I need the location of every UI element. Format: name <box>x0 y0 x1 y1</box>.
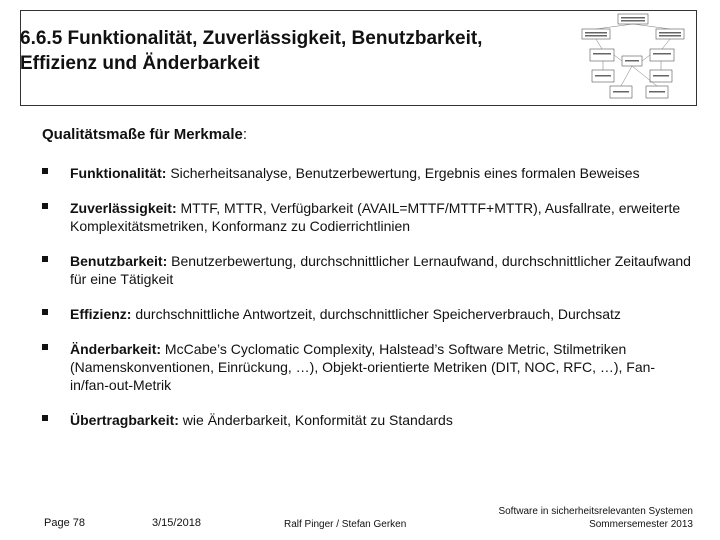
bullet-square-icon <box>42 415 48 421</box>
bullet-square-icon <box>42 309 48 315</box>
diagram-label-placeholder <box>595 75 611 77</box>
diagram-label-placeholder <box>653 75 669 77</box>
diagram-label-placeholder <box>593 53 611 55</box>
bullet-square-icon <box>42 168 48 174</box>
course-title: Software in sicherheitsrelevanten Systemen <box>498 506 693 517</box>
item-term: Änderbarkeit: <box>70 341 162 357</box>
section-heading-suffix: : <box>242 126 248 143</box>
mbse-overview-diagram <box>568 12 694 104</box>
page-number: Page 78 <box>44 517 85 529</box>
footer-date: 3/15/2018 <box>152 517 201 529</box>
diagram-label-placeholder <box>585 32 607 34</box>
item-text: Sicherheitsanalyse, Benutzerbewertung, Ergebnis eines formalen Beweises <box>166 165 640 181</box>
slide-title <box>20 26 540 76</box>
diagram-label-placeholder <box>649 91 665 93</box>
item-text: MTTF, MTTR, Verfügbarkeit (AVAIL=MTTF/MTTF+MTTR), Ausfallrate, erweiterte Komplexitätsmetriken, Konformanz zu Codierrichtlinien <box>70 200 681 234</box>
diagram-label-placeholder <box>653 53 671 55</box>
list-item-zuverlaessigkeit <box>42 199 692 235</box>
footer-author: Ralf Pinger / Stefan Gerken <box>284 519 407 530</box>
list-item-benutzbarkeit <box>42 252 692 288</box>
diagram-node <box>656 29 684 39</box>
list-item-uebertragbarkeit <box>42 411 692 429</box>
item-term: Funktionalität: <box>70 165 167 181</box>
diagram-label-placeholder <box>585 35 607 37</box>
course-semester: Sommersemester 2013 <box>589 519 693 530</box>
diagram-node <box>650 49 674 61</box>
item-term: Zuverlässigkeit: <box>70 200 177 216</box>
title-line-2: Effizienz und Änderbarkeit <box>20 53 260 74</box>
metrics-list <box>42 164 692 446</box>
footer-course <box>498 505 693 531</box>
item-term: Übertragbarkeit: <box>70 412 179 428</box>
diagram-node <box>590 49 614 61</box>
diagram-label-placeholder <box>613 91 629 93</box>
diagram-label-placeholder <box>625 60 639 62</box>
item-text: Benutzerbewertung, durchschnittlicher Lernaufwand, durchschnittlicher Zeitaufwand für eine Tätigkeit <box>70 253 691 287</box>
list-item-funktionalitaet <box>42 164 692 182</box>
diagram-node <box>582 29 610 39</box>
diagram-label-placeholder <box>621 20 645 22</box>
bullet-square-icon <box>42 344 48 350</box>
list-item-aenderbarkeit <box>42 340 692 394</box>
bullet-square-icon <box>42 256 48 262</box>
item-term: Benutzbarkeit: <box>70 253 168 269</box>
title-line-1: 6.6.5 Funktionalität, Zuverlässigkeit, Benutzbarkeit, <box>20 28 483 49</box>
item-term: Effizienz: <box>70 306 132 322</box>
list-item-effizienz <box>42 305 692 323</box>
diagram-label-placeholder <box>659 35 681 37</box>
diagram-label-placeholder <box>659 32 681 34</box>
section-heading <box>42 126 247 143</box>
diagram-label-placeholder <box>621 17 645 19</box>
item-text: McCabe’s Cyclomatic Complexity, Halstead’s Software Metric, Stilmetriken (Namenskonventionen, Einrückung, …), Objekt-orientierte Metriken (DIT, NOC, RFC, …), Fan-in/fan-out-Metrik <box>70 341 656 393</box>
diagram-node <box>618 14 648 24</box>
slide-footer <box>0 505 720 540</box>
bullet-square-icon <box>42 203 48 209</box>
item-text: durchschnittliche Antwortzeit, durchschnittlicher Speicherverbrauch, Durchsatz <box>131 306 621 322</box>
section-heading-strong: Qualitätsmaße für Merkmale <box>42 126 243 143</box>
item-text: wie Änderbarkeit, Konformität zu Standards <box>178 412 453 428</box>
